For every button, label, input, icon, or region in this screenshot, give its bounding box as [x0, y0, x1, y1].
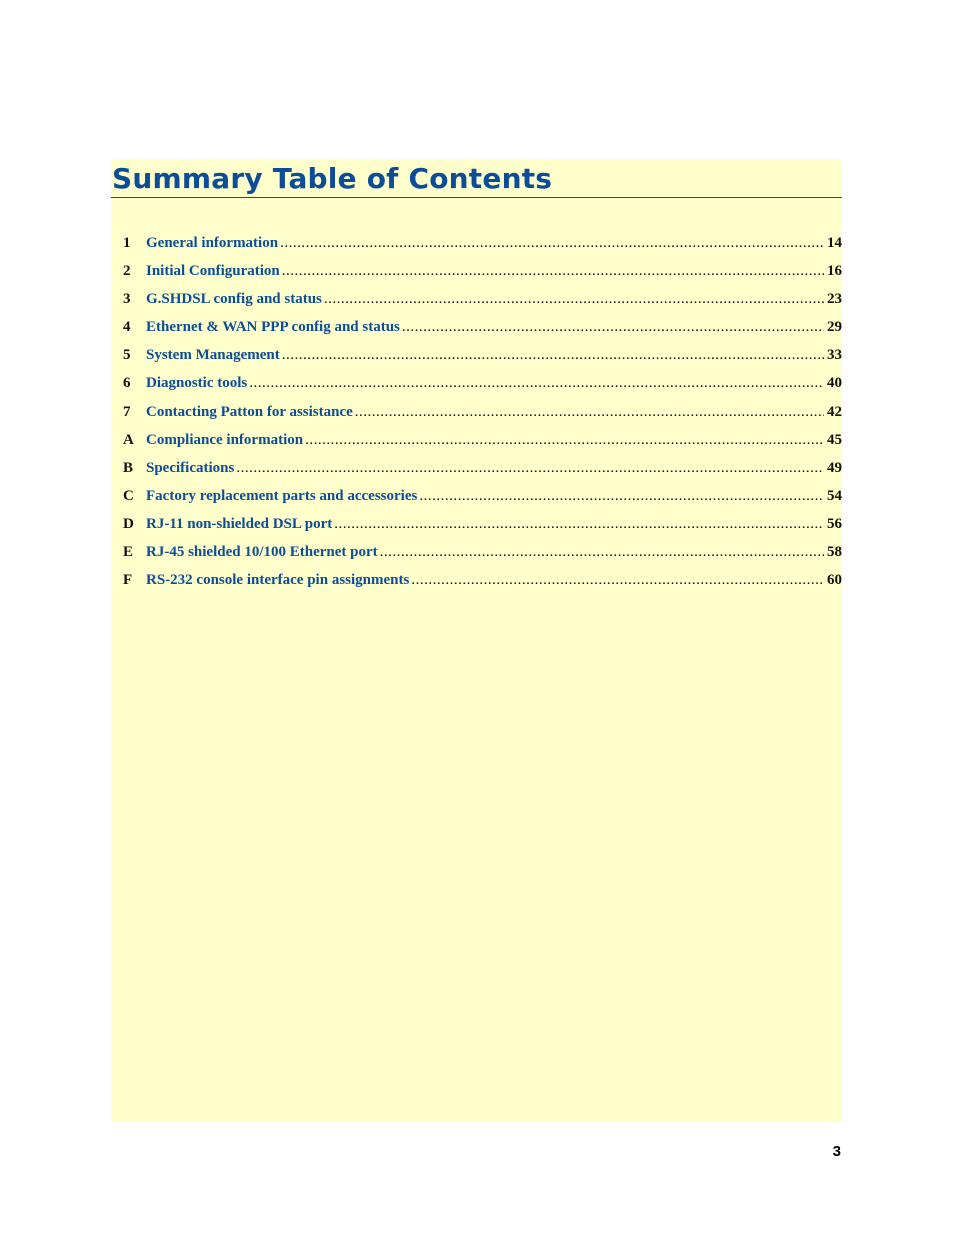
toc-entry-number: A — [123, 431, 134, 448]
toc-entry — [111, 233, 842, 261]
toc-entry-number: 3 — [123, 291, 131, 308]
toc-entry-page: 14 — [827, 235, 842, 251]
toc-entry-link-diagnostic-tools[interactable] — [146, 375, 842, 392]
toc-entry-number: 4 — [123, 319, 131, 336]
toc-entry-page: 54 — [827, 487, 842, 504]
dot-leader — [282, 347, 824, 364]
toc-entry — [111, 289, 842, 317]
toc-entry-number: E — [123, 544, 134, 561]
toc-entry-link-factory-replacement-parts[interactable] — [146, 488, 842, 505]
page-title: Summary Table of Contents — [112, 162, 553, 195]
toc-entry — [111, 345, 842, 373]
title-underline — [111, 197, 842, 198]
toc-entry-link-ethernet-wan-ppp[interactable] — [146, 319, 842, 336]
toc-entry-page: 49 — [827, 459, 842, 476]
page-number: 3 — [832, 1143, 841, 1160]
toc-entry — [111, 402, 842, 430]
dot-leader — [419, 488, 824, 505]
toc-entry-label: RJ-45 shielded 10/100 Ethernet port — [146, 544, 378, 561]
toc-entry — [111, 570, 842, 598]
toc-entry-label: RJ-11 non-shielded DSL port — [146, 515, 333, 532]
toc-entry-label: Diagnostic tools — [146, 375, 248, 392]
toc-entry-page: 23 — [827, 291, 842, 308]
toc-entry-label: Specifications — [146, 459, 235, 476]
toc-entry-page: 42 — [827, 403, 842, 420]
toc-entry-page: 29 — [827, 319, 842, 336]
toc-entry — [111, 261, 842, 289]
toc-entry-page: 58 — [827, 544, 842, 561]
toc-entry-link-specifications[interactable] — [146, 460, 842, 477]
toc-entry — [111, 514, 842, 542]
toc-entry-page: 40 — [827, 375, 842, 392]
toc-entry-label: Contacting Patton for assistance — [146, 403, 353, 420]
toc-entry — [111, 486, 842, 514]
toc-entry — [111, 317, 842, 345]
toc-entry-label: Ethernet & WAN PPP config and status — [146, 319, 400, 336]
toc-entry-number: 1 — [123, 235, 131, 251]
toc-entry-number: 6 — [123, 375, 131, 392]
toc-entry-page: 60 — [827, 572, 842, 589]
content-panel — [111, 159, 842, 1122]
toc-entry-page: 45 — [827, 431, 842, 448]
toc-entry — [111, 373, 842, 401]
toc-entry-page: 56 — [827, 515, 842, 532]
toc-entry-number: D — [123, 515, 134, 532]
toc-entry-link-gshdsl-config[interactable] — [146, 291, 842, 308]
toc-entry-link-rj11-dsl-port[interactable] — [146, 516, 842, 533]
toc-entry-number: B — [123, 459, 134, 476]
toc-entry-label: Compliance information — [146, 431, 304, 448]
dot-leader — [324, 291, 824, 308]
dot-leader — [411, 572, 824, 589]
dot-leader — [334, 516, 824, 533]
dot-leader — [402, 319, 824, 336]
toc-entry-label: G.SHDSL config and status — [146, 291, 322, 308]
table-of-contents — [111, 233, 842, 598]
toc-entry-link-initial-configuration[interactable] — [146, 263, 842, 280]
dot-leader — [280, 235, 824, 252]
toc-entry-link-system-management[interactable] — [146, 347, 842, 364]
toc-entry-label: General information — [146, 235, 279, 251]
dot-leader — [236, 460, 824, 477]
dot-leader — [249, 375, 824, 392]
toc-entry — [111, 458, 842, 486]
toc-entry-link-general-information[interactable] — [146, 235, 842, 252]
toc-entry-label: RS-232 console interface pin assignments — [146, 572, 410, 589]
dot-leader — [305, 432, 824, 449]
toc-entry-label: Factory replacement parts and accessories — [146, 487, 418, 504]
toc-entry-number: 2 — [123, 263, 131, 280]
toc-entry-number: 7 — [123, 403, 131, 420]
toc-entry-link-compliance-information[interactable] — [146, 432, 842, 449]
dot-leader — [380, 544, 824, 561]
dot-leader — [282, 263, 824, 280]
toc-entry-page: 16 — [827, 263, 842, 280]
toc-entry — [111, 430, 842, 458]
toc-entry-link-rj45-ethernet-port[interactable] — [146, 544, 842, 561]
toc-entry-label: System Management — [146, 347, 280, 364]
toc-entry-link-contacting-patton[interactable] — [146, 404, 842, 421]
toc-entry-number: C — [123, 487, 134, 504]
toc-entry-number: F — [123, 572, 133, 589]
toc-entry-label: Initial Configuration — [146, 263, 280, 280]
toc-entry-link-rs232-console-pins[interactable] — [146, 572, 842, 589]
toc-entry-number: 5 — [123, 347, 131, 364]
dot-leader — [355, 404, 824, 421]
toc-entry — [111, 542, 842, 570]
toc-entry-page: 33 — [827, 347, 842, 364]
